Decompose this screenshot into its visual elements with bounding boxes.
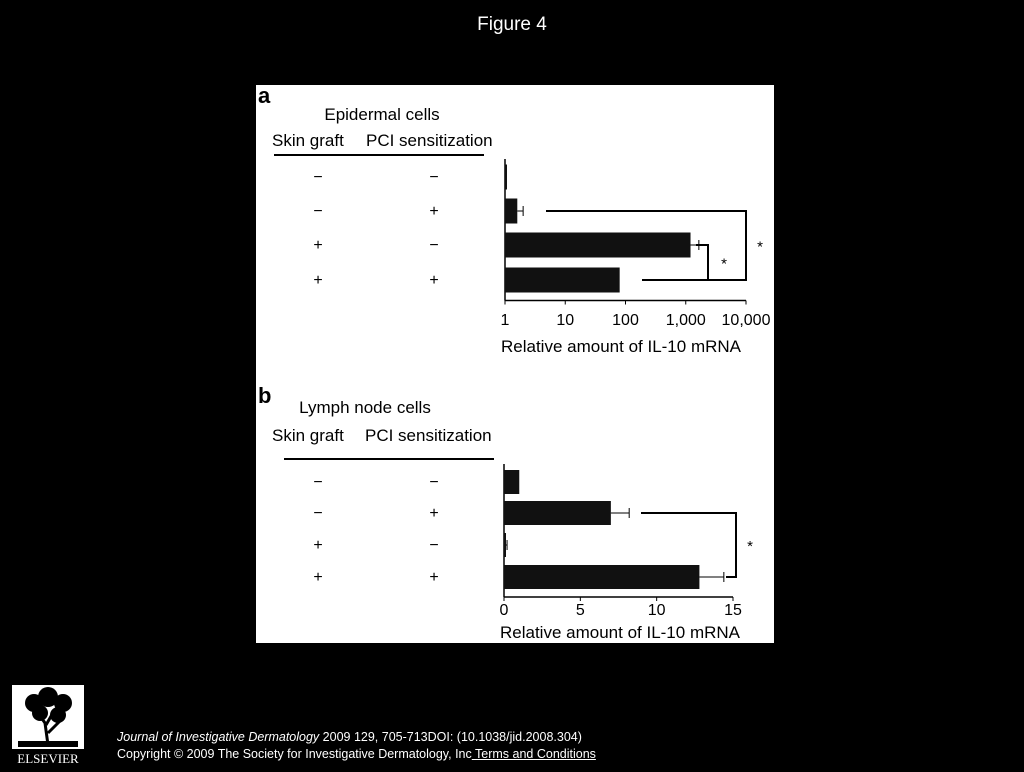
column-header-pci: PCI sensitization [366,131,493,150]
x-tick-label: 10,000 [721,312,771,329]
row-sign-pci: − [429,537,439,554]
panel-header: Lymph node cells [299,398,431,417]
row-sign-skin-graft: − [313,505,323,522]
significance-star: * [757,238,763,256]
row-sign-pci: + [429,203,439,220]
bar [505,199,517,224]
x-axis-label: Relative amount of IL-10 mRNA [500,623,740,642]
journal-name: Journal of Investigative Dermatology [117,730,320,744]
significance-star: * [747,538,753,555]
bar [505,165,507,190]
x-tick-label: 1,000 [665,312,706,329]
x-tick-label: 5 [575,602,585,619]
elsevier-tree-icon [8,683,88,767]
row-sign-skin-graft: + [313,237,323,254]
row-sign-pci: − [429,169,439,186]
bar [504,565,699,589]
citation-details: 2009 129, 705-713DOI: (10.1038/jid.2008.304) [319,730,582,744]
bar [504,470,519,494]
x-tick-label: 100 [612,312,639,329]
x-tick-label: 10 [647,602,666,619]
panel-label: b [258,383,272,408]
figure-panel [256,85,774,643]
citation-line [117,729,596,746]
row-sign-skin-graft: − [313,169,323,186]
x-tick-label: 0 [499,602,509,619]
bar [504,533,506,557]
column-header-skin-graft: Skin graft [272,426,344,445]
x-axis-label: Relative amount of IL-10 mRNA [501,337,741,356]
row-sign-pci: + [429,505,439,522]
bar [505,268,620,293]
row-sign-skin-graft: + [313,537,323,554]
row-sign-skin-graft: − [313,203,323,220]
terms-link[interactable]: Terms and Conditions [471,747,596,761]
footer-citation [117,729,596,763]
row-sign-skin-graft: + [313,272,323,289]
row-sign-pci: + [429,272,439,289]
slide-title: Figure 4 [477,14,547,35]
row-sign-pci: − [429,474,439,491]
logo-text: ELSEVIER [17,751,79,766]
bar [504,501,611,525]
column-header-pci: PCI sensitization [365,426,492,445]
column-header-skin-graft: Skin graft [272,131,344,150]
x-tick-label: 1 [500,312,510,329]
copyright-line [117,746,596,763]
panel-header: Epidermal cells [324,105,440,124]
significance-star: * [721,255,727,273]
row-sign-pci: − [429,237,439,254]
figure-svg [256,85,774,643]
panel-label: a [258,85,271,108]
elsevier-logo [8,683,88,767]
bar [505,233,691,258]
x-tick-label: 15 [724,602,742,619]
row-sign-skin-graft: − [313,474,323,491]
x-tick-label: 10 [556,312,575,329]
copyright-text: Copyright © 2009 The Society for Investigative Dermatology, Inc [117,747,472,761]
row-sign-skin-graft: + [313,569,323,586]
row-sign-pci: + [429,569,439,586]
